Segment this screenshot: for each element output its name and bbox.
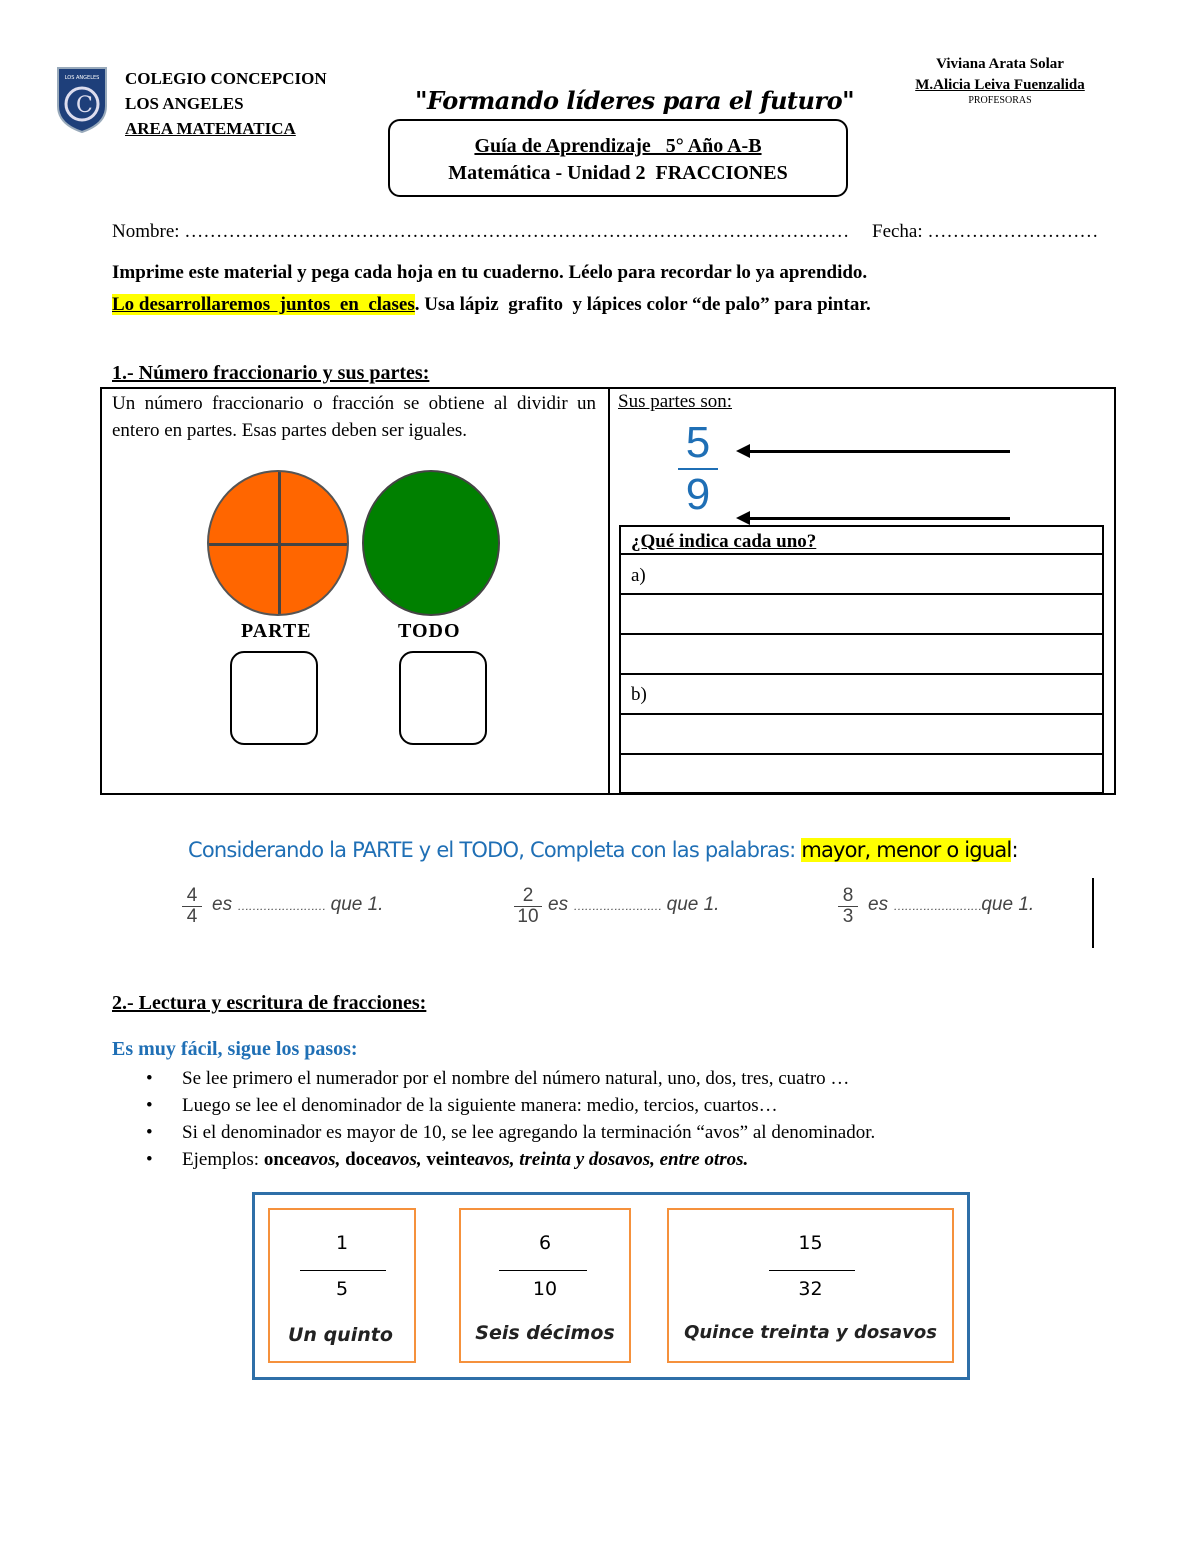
reading-steps-list bbox=[146, 1065, 875, 1173]
name-field[interactable]: Nombre: …………………………………………………………………………………………… bbox=[112, 221, 850, 242]
compare-3-blank[interactable]: …………………… bbox=[893, 899, 982, 913]
compare-3-tail: que 1. bbox=[981, 894, 1035, 915]
example-3-den: 32 bbox=[798, 1278, 823, 1300]
part-label: PARTE bbox=[241, 620, 312, 642]
teacher-2: M.Alicia Leiva Fuenzalida bbox=[915, 77, 1085, 93]
guide-title-box bbox=[388, 119, 848, 197]
step-4-a: once bbox=[263, 1149, 301, 1170]
step-4 bbox=[146, 1146, 875, 1173]
answer-b-label: b) bbox=[631, 684, 647, 705]
orange-circle-parts bbox=[207, 470, 349, 616]
answer-b-line-2[interactable] bbox=[621, 753, 1102, 755]
answer-a-line-2[interactable] bbox=[621, 633, 1102, 635]
compare-1-tail: que 1. bbox=[330, 894, 384, 915]
example-1-den: 5 bbox=[335, 1278, 349, 1300]
step-3: • Si el denominador es mayor de 10, se lee agregando la terminación “avos” al denominador. bbox=[146, 1119, 875, 1146]
motto: "Formando líderes para el futuro" bbox=[415, 86, 855, 115]
compare-2-num: 2 bbox=[522, 885, 534, 906]
step-4-d: avos, bbox=[382, 1149, 427, 1170]
compare-words: mayor, menor o igual bbox=[801, 838, 1012, 862]
compare-1-blank[interactable]: …………………… bbox=[237, 899, 326, 913]
answer-table bbox=[619, 525, 1104, 794]
instruction-line-2 bbox=[112, 294, 871, 316]
example-card-3 bbox=[667, 1208, 954, 1363]
compare-2-blank[interactable]: …………………… bbox=[573, 899, 662, 913]
instruction-rest: . Usa lápiz grafito y lápices color “de palo” para pintar. bbox=[414, 294, 871, 315]
step-4-f: avos, treinta y dosavos, entre otros. bbox=[474, 1149, 749, 1170]
answer-b-line-1[interactable] bbox=[621, 713, 1102, 715]
green-circle-whole bbox=[362, 470, 500, 616]
compare-2-es: es bbox=[548, 894, 569, 915]
example-2-den: 10 bbox=[532, 1278, 558, 1300]
step-4-b: avos, bbox=[300, 1149, 346, 1170]
step-4-e: veinte bbox=[426, 1149, 475, 1170]
whole-label: TODO bbox=[398, 620, 461, 642]
compare-fraction-1 bbox=[182, 886, 202, 927]
compare-2-tail: que 1. bbox=[666, 894, 720, 915]
teacher-role: PROFESORAS bbox=[968, 95, 1032, 106]
date-field[interactable]: Fecha: ……………………… bbox=[872, 221, 1099, 242]
section-2-title: 2.- Lectura y escritura de fracciones: bbox=[112, 992, 427, 1014]
svg-text:C: C bbox=[76, 93, 93, 118]
school-area: AREA MATEMATICA bbox=[125, 119, 296, 138]
unit-title: Matemática - Unidad 2 FRACCIONES bbox=[448, 162, 788, 184]
question-heading: ¿Qué indica cada uno? bbox=[631, 531, 817, 552]
instruction-highlight: Lo desarrollaremos juntos en clases bbox=[112, 294, 415, 315]
logo-text: LOS ANGELES bbox=[64, 75, 100, 81]
fraction-denominator: 9 bbox=[685, 470, 711, 519]
school-logo bbox=[56, 66, 108, 134]
denominator-arrow-icon bbox=[748, 517, 1010, 520]
school-city: LOS ANGELES bbox=[125, 94, 244, 113]
fraction-numerator: 5 bbox=[685, 418, 711, 467]
compare-1-den: 4 bbox=[186, 906, 198, 927]
compare-3-den: 3 bbox=[842, 906, 854, 927]
step-4-c: doce bbox=[345, 1149, 383, 1170]
example-3-num: 15 bbox=[798, 1232, 823, 1254]
answer-a-label: a) bbox=[631, 565, 646, 586]
part-answer-box[interactable] bbox=[230, 651, 318, 745]
text-cursor-line bbox=[1092, 878, 1094, 948]
compare-item-2[interactable] bbox=[548, 894, 719, 916]
step-2: • Luego se lee el denominador de la siguiente manera: medio, tercios, cuartos… bbox=[146, 1092, 875, 1119]
example-2-name: Seis décimos bbox=[475, 1322, 615, 1344]
parts-heading: Sus partes son: bbox=[618, 391, 732, 412]
compare-colon: : bbox=[1011, 838, 1018, 862]
compare-1-es: es bbox=[212, 894, 233, 915]
compare-2-den: 10 bbox=[517, 906, 539, 927]
compare-item-3[interactable] bbox=[868, 894, 1034, 916]
example-1-num: 1 bbox=[335, 1232, 349, 1254]
section-1-title: 1.- Número fraccionario y sus partes: bbox=[112, 362, 430, 384]
fraction-definition: Un número fraccionario o fracción se obtiene al dividir un entero en partes. Esas partes deben ser iguales. bbox=[112, 393, 596, 441]
school-info bbox=[125, 66, 327, 141]
step-4-prefix: Ejemplos: bbox=[182, 1149, 264, 1170]
answer-a-line-1[interactable] bbox=[621, 593, 1102, 595]
compare-1-num: 4 bbox=[186, 885, 198, 906]
instruction-line-1: Imprime este material y pega cada hoja en tu cuaderno. Léelo para recordar lo ya aprendido. bbox=[112, 262, 868, 283]
compare-3-num: 8 bbox=[842, 885, 854, 906]
school-name: COLEGIO CONCEPCION bbox=[125, 69, 327, 88]
example-fraction bbox=[676, 420, 720, 518]
example-1-name: Un quinto bbox=[288, 1324, 393, 1346]
whole-answer-box[interactable] bbox=[399, 651, 487, 745]
compare-prompt bbox=[188, 838, 1018, 862]
teacher-1: Viviana Arata Solar bbox=[936, 56, 1064, 72]
example-3-name: Quince treinta y dosavos bbox=[684, 1322, 937, 1343]
example-card-2 bbox=[459, 1208, 631, 1363]
step-1: • Se lee primero el numerador por el nombre del número natural, uno, dos, tres, cuatro … bbox=[146, 1065, 875, 1092]
example-card-1 bbox=[268, 1208, 416, 1363]
compare-prompt-text: Considerando la PARTE y el TODO, Completa con las palabras: bbox=[188, 838, 802, 862]
guide-title: Guía de Aprendizaje 5° Año A-B bbox=[474, 135, 762, 157]
section-2-subtitle: Es muy fácil, sigue los pasos: bbox=[112, 1038, 358, 1060]
compare-3-es: es bbox=[868, 894, 889, 915]
example-2-num: 6 bbox=[538, 1232, 552, 1254]
numerator-arrow-icon bbox=[748, 450, 1010, 453]
compare-item-1[interactable] bbox=[212, 894, 383, 916]
compare-fraction-2 bbox=[514, 886, 542, 927]
teachers bbox=[880, 54, 1120, 106]
compare-fraction-3 bbox=[838, 886, 858, 927]
